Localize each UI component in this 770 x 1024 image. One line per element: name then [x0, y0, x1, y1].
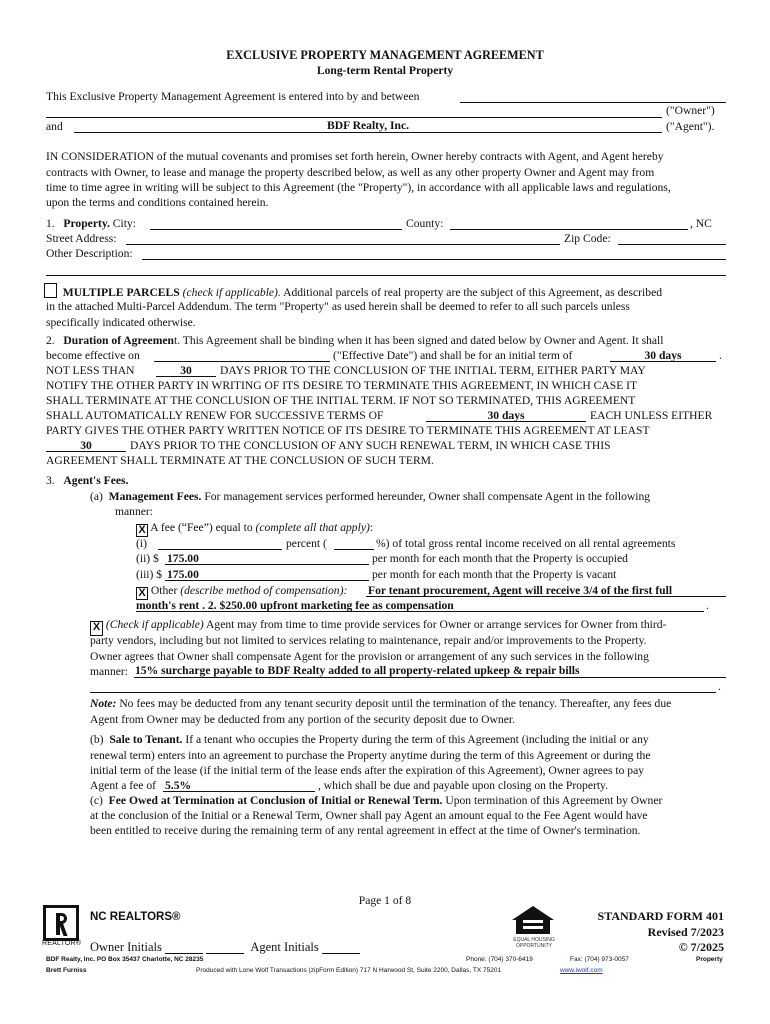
fee-other-period: . — [706, 599, 709, 612]
termination-fee-text-2: at the conclusion of the Initial or a Renewal Term, Owner shall pay Agent an amount equal to the Fee Agent would have — [90, 809, 648, 822]
consideration-line-1: IN CONSIDERATION of the mutual covenants and promises set forth herein, Owner hereby contracts with Agent, and Agent hereby — [46, 150, 664, 163]
sale-text-1: If a tenant who occupies the Property during the term of this Agreement (including the initial or any — [185, 733, 649, 746]
fee-i-text: percent ( — [286, 537, 327, 550]
fee-italic: (complete all that apply) — [255, 521, 370, 534]
fee-iii-text: per month for each month that the Property is vacant — [372, 568, 617, 581]
duration-line-3b: DAYS PRIOR TO THE CONCLUSION OF THE INITIAL TERM, EITHER PARTY MAY — [220, 364, 646, 377]
multiple-parcels-heading: MULTIPLE PARCELS — [62, 286, 180, 299]
street-field[interactable] — [126, 244, 560, 245]
realtor-logo-icon — [43, 905, 79, 941]
fee-ii-value: 175.00 — [167, 552, 199, 565]
produced-by: Produced with Lone Wolf Transactions (zipForm Edition) 717 N Harwood St, Suite 2200, Dallas, TX 75201 — [196, 967, 502, 974]
fee-other-label: Other — [150, 584, 178, 597]
consideration-line-2: contracts with Owner, to lease and manage the property described below, as well as any other property Owner and Agent may from — [46, 166, 655, 179]
fee-line — [136, 521, 373, 537]
fee-i-text-2: %) of total gross rental income received on all rental agreements — [376, 537, 676, 550]
services-value: 15% surcharge payable to BDF Realty added to all property-related upkeep & repair bills — [135, 664, 580, 677]
property-num: 1. — [46, 217, 55, 230]
sale-fee-value: 5.5% — [165, 779, 192, 792]
property-footer-label: Property — [696, 956, 723, 963]
city-field[interactable] — [150, 229, 402, 230]
street-label: Street Address: — [46, 232, 117, 245]
and-label: and — [46, 120, 63, 133]
fee-colon: : — [369, 521, 374, 534]
fee-other-value-2: month's rent . 2. $250.00 upfront marketing fee as compensation — [136, 599, 454, 612]
multiple-parcels-text-1: Additional parcels of real property are the subject of this Agreement, as described — [283, 286, 663, 299]
fees-num: 3. — [46, 474, 55, 487]
fee-checkbox[interactable]: X — [136, 524, 148, 537]
multiple-parcels-text-2: in the attached Multi-Parcel Addendum. The term "Property" as used herein shall be deemed to refer to all such parcels unless — [46, 300, 630, 313]
consideration-line-4: upon the terms and conditions contained herein. — [46, 196, 269, 209]
duration-line-8: DAYS PRIOR TO THE CONCLUSION OF ANY SUCH RENEWAL TERM, IN WHICH CASE THIS — [130, 439, 611, 452]
sale-text-3: initial term of the lease (if the initial term of the lease ends after the expiration of this Agreement), Owner agrees to pay — [90, 764, 645, 777]
agent-initials-field[interactable] — [322, 940, 360, 954]
services-checkbox[interactable]: X — [90, 621, 103, 636]
owner-initials-field-1[interactable] — [165, 940, 203, 954]
other-description-field-2[interactable] — [46, 275, 726, 276]
nc-label: , NC — [690, 217, 712, 230]
sale-heading: Sale to Tenant. — [109, 733, 183, 746]
multiple-parcels-check-note: (check if applicable). — [182, 286, 281, 299]
c-label: (c) — [90, 794, 103, 807]
owner-name-field-1[interactable] — [460, 102, 726, 103]
nc-realtors: NC REALTORS® — [90, 911, 181, 923]
management-fees-text: For management services performed hereunder, Owner shall compensate Agent in the following — [204, 490, 651, 503]
termination-fee-line-1 — [90, 794, 662, 808]
services-text-3: Owner agrees that Owner shall compensate Agent for the provision or arrangement of any such services in the following — [90, 650, 649, 663]
services-text-2: party vendors, including but not limited to services relating to maintenance, repair and/or improvements to the Property. — [90, 634, 647, 647]
duration-num: 2. — [46, 334, 55, 347]
broker-phone: Phone: (704) 370-6419 — [466, 956, 533, 963]
owner-initials-label: Owner Initials — [90, 940, 162, 954]
services-text-4: manner: — [90, 665, 128, 678]
initial-term-value: 30 days — [644, 349, 682, 362]
sale-text-4b: , which shall be due and payable upon closing on the Property. — [318, 779, 608, 792]
sale-text-2: renewal term) enters into an agreement to purchase the Property anytime during the term of this Agreement or during the — [90, 749, 651, 762]
agent-name-value: BDF Realty, Inc. — [326, 119, 409, 132]
duration-heading: Duration of Agreemen — [63, 334, 174, 347]
note-text-1: No fees may be deducted from any tenant security deposit until the termination of the tenancy. Thereafter, any fees due — [119, 697, 672, 710]
b-label: (b) — [90, 733, 104, 746]
note-line-1 — [90, 697, 671, 711]
services-field-2[interactable] — [90, 692, 716, 693]
document-subtitle: Long-term Rental Property — [316, 64, 454, 77]
form-number: STANDARD FORM 401 — [597, 909, 724, 923]
equal-housing-text: EQUAL HOUSING OPPORTUNITY — [513, 937, 555, 949]
sale-line-1 — [90, 733, 649, 747]
management-fees-heading: Management Fees. — [108, 490, 202, 503]
duration-line-5: SHALL TERMINATE AT THE CONCLUSION OF THE INITIAL TERM. IF NOT SO TERMINATED, THIS AGREEMENT — [46, 394, 636, 407]
duration-text-1: t. This Agreement shall be binding when it has been signed and dated below by Owner and Agent. It shall — [173, 334, 664, 347]
owner-name-field-2[interactable] — [46, 117, 662, 118]
fees-heading: Agent's Fees. — [63, 474, 129, 487]
multiple-parcels-line — [44, 283, 662, 300]
duration-line-2: become effective on — [46, 349, 140, 362]
other-description-field-1[interactable] — [142, 259, 726, 260]
duration-line-3a: NOT LESS THAN — [46, 364, 135, 377]
services-text-1: Agent may from time to time provide services for Owner or arrange services for Owner from third- — [206, 618, 667, 631]
document-title: EXCLUSIVE PROPERTY MANAGEMENT AGREEMENT — [226, 48, 544, 62]
initials-line — [90, 940, 360, 954]
management-fees-line — [90, 490, 650, 504]
termination-fee-text-3: been entitled to receive during the remaining term of any rental agreement in effect at the time of Owner's termination. — [90, 824, 641, 837]
note-label: Note: — [90, 697, 117, 710]
termination-fee-heading: Fee Owed at Termination at Conclusion of Initial or Renewal Term. — [108, 794, 443, 807]
fee-other-value-1: For tenant procurement, Agent will receive 3/4 of the first full — [368, 584, 673, 597]
notice-days-value: 30 — [180, 364, 192, 377]
duration-line-6a: SHALL AUTOMATICALLY RENEW FOR SUCCESSIVE TERMS OF — [46, 409, 384, 422]
property-section — [46, 217, 136, 231]
duration-line-1 — [46, 334, 664, 348]
period: . — [719, 349, 722, 362]
fee-other-italic: (describe method of compensation): — [180, 584, 348, 597]
form-revised: Revised 7/2023 — [647, 925, 724, 939]
fee-ii-text: per month for each month that the Property is occupied — [372, 552, 628, 565]
fee-i-percent-field[interactable] — [334, 549, 374, 550]
multiple-parcels-text-3: specifically indicated otherwise. — [46, 316, 196, 329]
intro-line: This Exclusive Property Management Agreement is entered into by and between — [46, 90, 420, 103]
services-italic: (Check if applicable) — [105, 618, 204, 631]
fee-other-line — [136, 584, 347, 600]
consideration-line-3: time to time agree in writing will be subject to this Agreement (the "Property"), in accordance with all applicable laws and regulations, — [46, 181, 671, 194]
duration-line-4: NOTIFY THE OTHER PARTY IN WRITING OF ITS DESIRE TO TERMINATE THIS AGREEMENT, IN WHICH CASE IT — [46, 379, 638, 392]
county-label: County: — [406, 217, 444, 230]
management-fees-text-2: manner: — [115, 505, 153, 518]
multiple-parcels-checkbox[interactable] — [44, 283, 57, 298]
fee-iii-value: 175.00 — [167, 568, 199, 581]
agent-name-footer: Brett Furniss — [46, 967, 87, 974]
website-link[interactable]: www.lwolf.com — [560, 967, 603, 974]
form-copyright: © 7/2025 — [678, 940, 724, 954]
fee-other-checkbox[interactable]: X — [136, 587, 148, 600]
fees-heading-line — [46, 474, 128, 488]
a-label: (a) — [90, 490, 103, 503]
zip-field[interactable] — [618, 244, 726, 245]
broker-info: BDF Realty, Inc. PO Box 35437 Charlotte, NC 28235 — [46, 956, 204, 963]
property-heading: Property. — [63, 217, 110, 230]
owner-initials-field-2[interactable] — [206, 940, 244, 954]
owner-tag: ("Owner") — [666, 104, 715, 117]
sale-text-4a: Agent a fee of — [90, 779, 156, 792]
duration-line-6b: EACH UNLESS EITHER — [590, 409, 713, 422]
fee-iii-label: (iii) $ — [136, 568, 163, 581]
termination-fee-text-1: Upon termination of this Agreement by Owner — [445, 794, 663, 807]
fee-text: A fee (“Fee”) equal to — [150, 521, 253, 534]
fee-ii-label: (ii) $ — [136, 552, 159, 565]
services-end: . — [718, 680, 721, 693]
broker-fax: Fax: (704) 973-0057 — [570, 956, 629, 963]
other-description-label: Other Description: — [46, 247, 133, 260]
fee-i-amount-field[interactable] — [158, 549, 282, 550]
duration-line-9: AGREEMENT SHALL TERMINATE AT THE CONCLUSION OF SUCH TERM. — [46, 454, 434, 467]
agent-initials-label: Agent Initials — [250, 940, 319, 954]
duration-line-2b: ("Effective Date") and shall be for an initial term of — [333, 349, 573, 362]
duration-line-7: PARTY GIVES THE OTHER PARTY WRITTEN NOTICE OF ITS DESIRE TO TERMINATE THIS AGREEMENT AT LEAST — [46, 424, 650, 437]
effective-date-field[interactable] — [154, 361, 330, 362]
note-text-2: Agent from Owner may be deducted from any portion of the security deposit due to Owner. — [90, 713, 515, 726]
city-label: City: — [112, 217, 136, 230]
fee-i-label: (i) — [136, 537, 147, 550]
county-field[interactable] — [450, 229, 688, 230]
agent-tag: ("Agent"). — [666, 120, 715, 133]
zip-label: Zip Code: — [564, 232, 611, 245]
realtor-logo-text: REALTOR® — [42, 940, 82, 947]
renew-notice-value: 30 — [80, 439, 92, 452]
renew-term-value: 30 days — [487, 409, 525, 422]
page-number: Page 1 of 8 — [358, 894, 412, 907]
